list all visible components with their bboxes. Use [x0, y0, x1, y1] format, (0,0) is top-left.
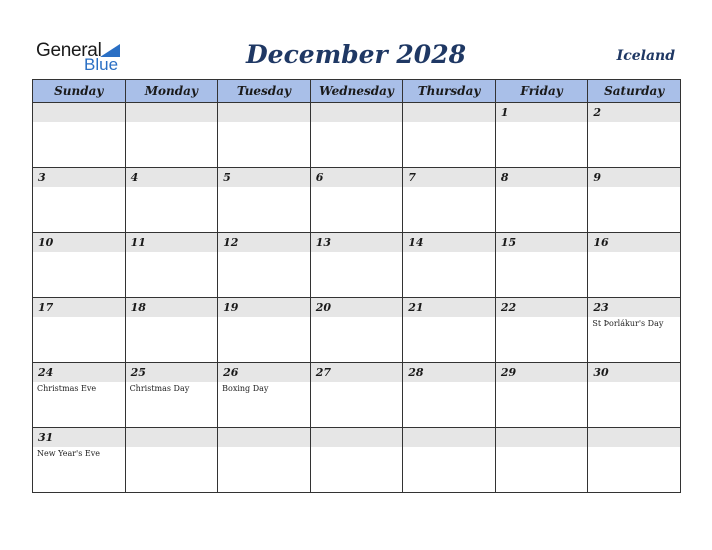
- weekday-header: Wednesday: [310, 80, 403, 103]
- day-number: 3: [33, 168, 125, 187]
- weekday-header: Monday: [125, 80, 218, 103]
- calendar-body: [33, 103, 681, 493]
- day-number: 5: [218, 168, 310, 187]
- day-cell: [495, 428, 588, 493]
- day-cell: [588, 428, 681, 493]
- day-number: [403, 103, 495, 122]
- day-number: 16: [588, 233, 680, 252]
- holiday-label: Christmas Eve: [37, 384, 97, 393]
- week-row: [33, 233, 681, 298]
- day-cell: [218, 428, 311, 493]
- day-cell: [310, 428, 403, 493]
- day-cell: [33, 168, 126, 233]
- day-number: [126, 428, 218, 447]
- day-cell: [588, 233, 681, 298]
- day-number: 8: [496, 168, 588, 187]
- day-cell: [403, 103, 496, 168]
- day-number: 1: [496, 103, 588, 122]
- day-number: [588, 428, 680, 447]
- day-cell: [125, 363, 218, 428]
- day-cell: [33, 233, 126, 298]
- day-number: 20: [311, 298, 403, 317]
- day-cell: [125, 168, 218, 233]
- day-cell: [310, 233, 403, 298]
- day-number: [311, 428, 403, 447]
- calendar-title: December 2028: [245, 40, 466, 69]
- day-cell: [310, 298, 403, 363]
- day-cell: [403, 233, 496, 298]
- day-number: 11: [126, 233, 218, 252]
- day-number: 9: [588, 168, 680, 187]
- day-number: 15: [496, 233, 588, 252]
- day-cell: [125, 233, 218, 298]
- weekday-header: Saturday: [588, 80, 681, 103]
- day-number: [218, 103, 310, 122]
- day-cell: [310, 103, 403, 168]
- day-cell: [33, 103, 126, 168]
- week-row: [33, 428, 681, 493]
- day-number: 7: [403, 168, 495, 187]
- day-cell: [588, 103, 681, 168]
- logo-general-text: General: [36, 40, 102, 61]
- day-number: 23: [588, 298, 680, 317]
- day-cell: [495, 298, 588, 363]
- day-cell: [218, 103, 311, 168]
- day-number: [218, 428, 310, 447]
- weekday-header-row: [33, 80, 681, 103]
- day-cell: [495, 233, 588, 298]
- day-number: 21: [403, 298, 495, 317]
- day-cell: [125, 428, 218, 493]
- day-number: 29: [496, 363, 588, 382]
- holiday-label: New Year's Eve: [37, 449, 100, 458]
- week-row: [33, 103, 681, 168]
- weekday-header: Friday: [495, 80, 588, 103]
- day-cell: [33, 363, 126, 428]
- day-cell: [403, 363, 496, 428]
- day-number: [403, 428, 495, 447]
- day-number: [311, 103, 403, 122]
- day-cell: [218, 298, 311, 363]
- week-row: [33, 363, 681, 428]
- day-number: [126, 103, 218, 122]
- day-number: 10: [33, 233, 125, 252]
- week-row: [33, 168, 681, 233]
- day-number: 30: [588, 363, 680, 382]
- day-cell: [403, 428, 496, 493]
- day-cell: [495, 363, 588, 428]
- day-cell: [403, 168, 496, 233]
- day-cell: [310, 363, 403, 428]
- day-number: 17: [33, 298, 125, 317]
- day-number: 19: [218, 298, 310, 317]
- day-cell: [495, 168, 588, 233]
- calendar-grid: [32, 79, 681, 493]
- day-cell: [588, 168, 681, 233]
- day-number: 27: [311, 363, 403, 382]
- day-number: [496, 428, 588, 447]
- day-cell: [33, 298, 126, 363]
- logo-blue-text: Blue: [84, 55, 119, 74]
- day-cell: [218, 233, 311, 298]
- holiday-label: Christmas Day: [129, 384, 190, 393]
- day-cell: [125, 103, 218, 168]
- weekday-header: Sunday: [33, 80, 126, 103]
- day-number: 22: [496, 298, 588, 317]
- day-number: 2: [588, 103, 680, 122]
- day-cell: [403, 298, 496, 363]
- holiday-label: St Þorlákur's Day: [592, 319, 664, 328]
- day-number: 18: [126, 298, 218, 317]
- day-number: 31: [33, 428, 125, 447]
- day-cell: [495, 103, 588, 168]
- day-number: [33, 103, 125, 122]
- day-number: 13: [311, 233, 403, 252]
- weekday-header: Thursday: [403, 80, 496, 103]
- day-number: 24: [33, 363, 125, 382]
- day-number: 14: [403, 233, 495, 252]
- day-cell: [218, 168, 311, 233]
- day-cell: [310, 168, 403, 233]
- day-cell: [125, 298, 218, 363]
- day-cell: [588, 298, 681, 363]
- day-number: 6: [311, 168, 403, 187]
- day-number: 4: [126, 168, 218, 187]
- country-label: Iceland: [616, 48, 675, 64]
- holiday-label: Boxing Day: [222, 384, 269, 393]
- day-number: 26: [218, 363, 310, 382]
- day-cell: [33, 428, 126, 493]
- week-row: [33, 298, 681, 363]
- day-number: 12: [218, 233, 310, 252]
- weekday-header: Tuesday: [218, 80, 311, 103]
- day-cell: [588, 363, 681, 428]
- day-cell: [218, 363, 311, 428]
- day-number: 25: [126, 363, 218, 382]
- day-number: 28: [403, 363, 495, 382]
